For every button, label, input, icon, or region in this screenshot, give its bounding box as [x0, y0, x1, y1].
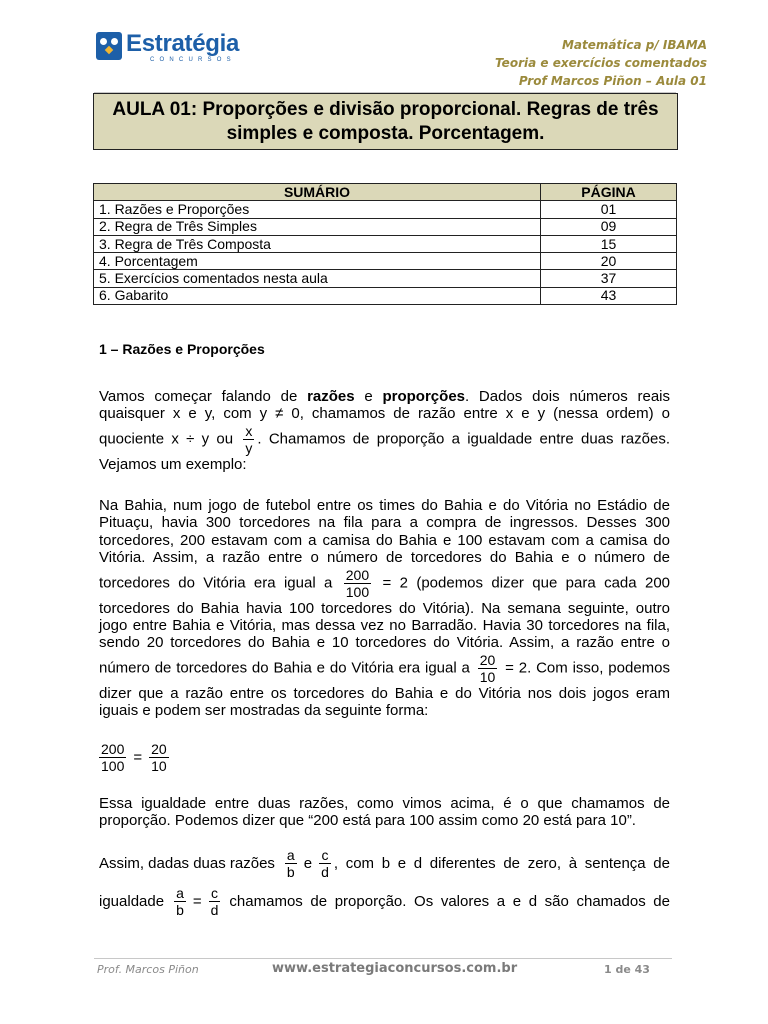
summary-topic: 5. Exercícios comentados nesta aula	[94, 270, 541, 287]
lesson-title-box	[93, 93, 678, 150]
paragraph-proportion: Essa igualdade entre duas razões, como vimos acima, é o que chamamos de proporção. Podemos dizer que “200 está para 100 assim como 20 está para 10”.	[99, 795, 670, 830]
owl-logo-icon	[96, 32, 122, 60]
fraction-20-over-10	[478, 652, 498, 685]
fraction-denominator: 100	[101, 758, 125, 774]
fraction-denominator: b	[286, 864, 295, 880]
text-span: = 2. Com isso, podemos dizer que a razão entre os torcedores do Bahia e do Vitória nos dois jogos eram iguais e podem ser mostradas da seguinte forma:	[99, 659, 670, 720]
fraction-denominator: 10	[479, 668, 496, 685]
bold-term: proporções	[382, 388, 465, 405]
fraction-numerator: a	[286, 847, 295, 863]
summary-topic: 1. Razões e Proporções	[94, 201, 541, 218]
text-span: , com b e d diferentes de zero, à sentença de	[333, 855, 670, 872]
fraction-numerator: x	[245, 422, 253, 439]
text-span: e	[354, 388, 383, 405]
fraction-20-over-10	[149, 741, 169, 774]
fraction-numerator: 200	[345, 566, 370, 583]
table-row	[94, 270, 677, 287]
footer-divider	[94, 958, 672, 959]
fraction-200-over-100	[99, 741, 126, 774]
summary-topic: 4. Porcentagem	[94, 253, 541, 270]
header-lesson: Prof Marcos Piñon – Aula 01	[518, 74, 707, 88]
fraction-numerator: c	[209, 885, 221, 902]
summary-page: 01	[541, 201, 677, 218]
fraction-denominator: d	[321, 864, 329, 880]
footer-author: Prof. Marcos Piñon	[97, 963, 199, 976]
summary-topic: 3. Regra de Três Composta	[94, 235, 541, 252]
footer-page-number: 1 de 43	[604, 963, 650, 976]
summary-header-row	[94, 184, 677, 201]
fraction-c-over-d	[209, 885, 221, 918]
summary-table	[93, 183, 677, 305]
paragraph-intro	[99, 388, 670, 473]
table-row	[94, 287, 677, 304]
fraction-denominator: y	[245, 439, 253, 456]
fraction-denominator: 10	[151, 758, 167, 774]
table-row	[94, 218, 677, 235]
fraction-numerator: a	[176, 885, 184, 901]
fraction-denominator: 100	[345, 583, 370, 600]
summary-topic: 6. Gabarito	[94, 287, 541, 304]
summary-page: 15	[541, 235, 677, 252]
summary-page: 43	[541, 287, 677, 304]
header-course: Matemática p/ IBAMA	[561, 38, 707, 52]
text-span: e	[303, 855, 313, 872]
fraction-numerator: 200	[101, 741, 125, 757]
fraction-a-over-b	[174, 885, 186, 918]
proportion-equation	[99, 741, 172, 774]
table-row	[94, 235, 677, 252]
logo-name: Estratégia	[126, 30, 240, 57]
fraction-numerator: c	[319, 847, 331, 864]
equals-sign: =	[192, 893, 202, 910]
summary-col-topic: SUMÁRIO	[94, 184, 541, 201]
text-span: Assim, dadas duas razões	[99, 855, 275, 872]
fraction-numerator: 20	[151, 741, 167, 757]
fraction-numerator: 20	[479, 651, 496, 668]
fraction-200-over-100	[344, 567, 371, 600]
fraction-denominator: d	[210, 902, 219, 918]
fraction-c-over-d	[319, 847, 331, 880]
lesson-title: AULA 01: Proporções e divisão proporcional. Regras de três simples e composta. Porcentagem.	[112, 98, 659, 144]
paragraph-example	[99, 497, 670, 720]
logo-subtitle: CONCURSOS	[150, 57, 236, 63]
summary-page: 09	[541, 218, 677, 235]
paragraph-proportion-definition	[99, 885, 670, 918]
text-span: chamamos de proporção. Os valores a e d são chamados de	[229, 893, 670, 910]
bold-term: razões	[307, 388, 355, 405]
text-span: . Chamamos de proporção a igualdade entre duas razões. Vejamos um exemplo:	[99, 430, 670, 473]
paragraph-given-ratios	[99, 847, 670, 880]
section-title: 1 – Razões e Proporções	[99, 341, 265, 357]
text-span: Vamos começar falando de	[99, 388, 308, 405]
fraction-x-over-y	[243, 423, 254, 456]
summary-page: 37	[541, 270, 677, 287]
text-span: Na Bahia, num jogo de futebol entre os times do Bahia e do Vitória no Estádio de Pituaçu, havia 300 torcedores na fila para a compra de ingressos. Desses 300 torcedores, 200 estavam com a camisa do Bahia e 100 estavam com a camisa do Vitória. Assim, a razão entre o número de torcedores do Bahia e o número de torcedores do Vitória era igual a	[99, 497, 670, 592]
table-row	[94, 201, 677, 218]
header-info	[495, 36, 707, 90]
estrategia-logo	[96, 32, 239, 64]
footer-website-link[interactable]: www.estrategiaconcursos.com.br	[272, 961, 518, 976]
text-span: . Dados dois números reais quaisquer x e y, com y ≠ 0, chamamos de razão entre x e y (nessa ordem) o quociente x ÷ y ou	[99, 388, 670, 448]
header-subtitle: Teoria e exercícios comentados	[495, 56, 707, 70]
text-span: = 2 (podemos dizer que para cada 200 torcedores do Bahia havia 100 torcedores do Vitória). Na semana seguinte, outro jogo entre Bahia e Vitória, mas dessa vez no Barradão. Havia 30 torcedores na fila, sendo 20 torcedores do Bahia e 10 torcedores do Vitória. Assim, a razão entre o número de torcedores do Bahia e do Vitória era igual a	[99, 574, 670, 677]
equals-sign: =	[133, 749, 143, 766]
summary-col-page: PÁGINA	[541, 184, 677, 201]
fraction-a-over-b	[285, 847, 297, 880]
table-row	[94, 253, 677, 270]
summary-page: 20	[541, 253, 677, 270]
fraction-denominator: b	[176, 902, 184, 918]
text-span: igualdade	[99, 893, 165, 910]
summary-topic: 2. Regra de Três Simples	[94, 218, 541, 235]
